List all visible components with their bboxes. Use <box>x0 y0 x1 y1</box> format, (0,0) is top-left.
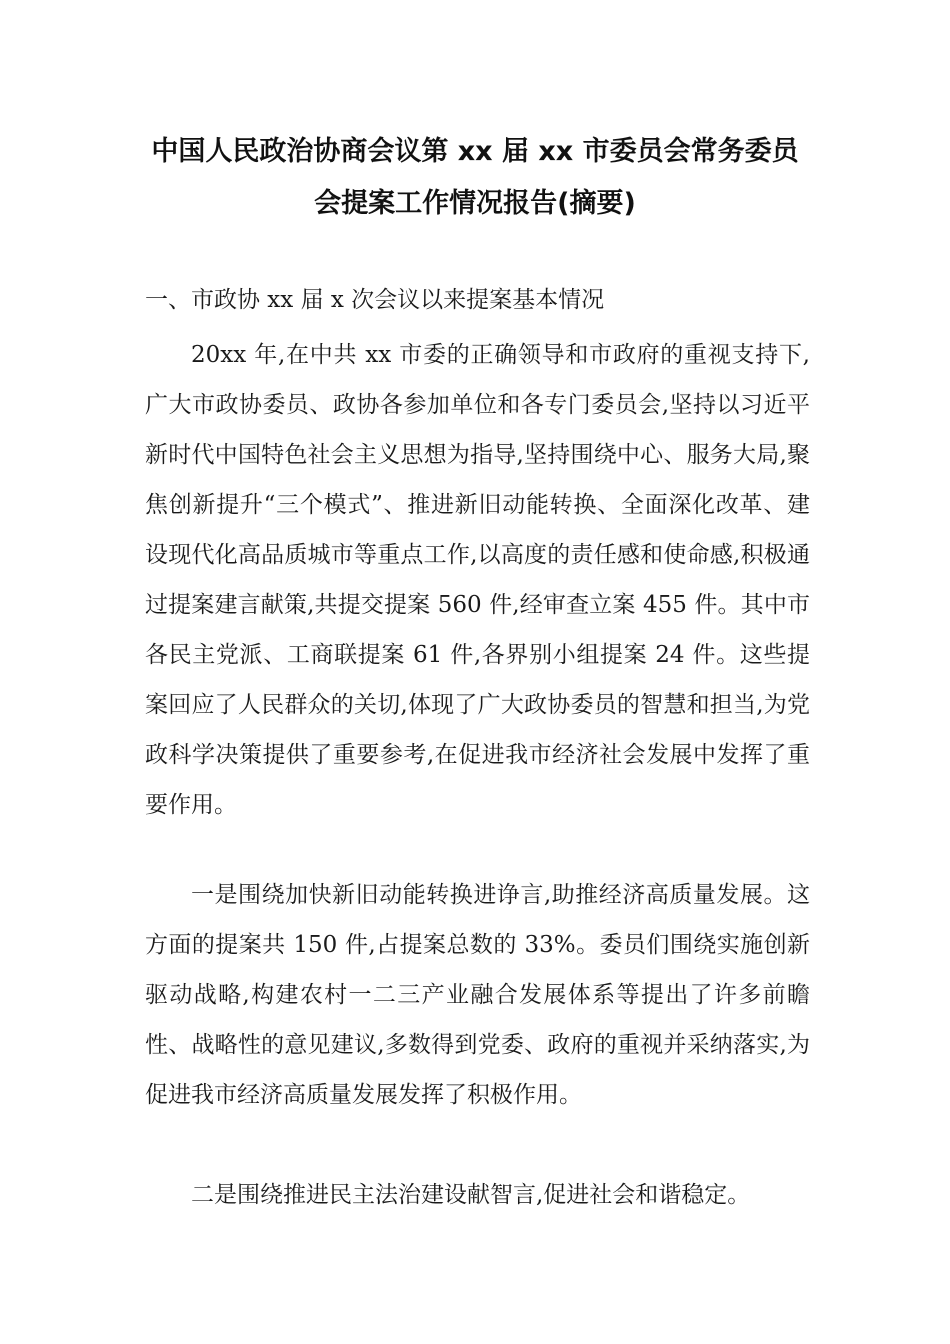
document-title-line-1: 中国人民政治协商会议第 xx 届 xx 市委员会常务委员 <box>151 136 799 167</box>
section-heading: 一、市政协 xx 届 x 次会议以来提案基本情况 <box>145 287 605 313</box>
paragraph: 20xx 年,在中共 xx 市委的正确领导和市政府的重视支持下,广大市政协委员、政协各参加单位和各专门委员会,坚持以习近平新时代中国特色社会主义思想为指导,坚持围绕中心、服务大局,聚焦创新提升“三个模式”、推进新旧动能转换、全面深化改革、建设现代化高品质城市等重点工作,以高度的责任感和使命感,积极通过提案建言献策,共提交提案 560 件,经审查立案 455 件。其中市各民主党派、工商联提案 61 件,各界别小组提案 24 件。这些提案回应了人民群众的关切,体现了广大政协委员的智慧和担当,为党政科学决策提供了重要参考,在促进我市经济社会发展中发挥了重要作用。 <box>145 342 810 818</box>
document-title-line-2: 会提案工作情况报告(摘要) <box>314 188 636 219</box>
paragraph: 一是围绕加快新旧动能转换进诤言,助推经济高质量发展。这方面的提案共 150 件,占提案总数的 33%。委员们围绕实施创新驱动战略,构建农村一二三产业融合发展体系等提出了许多前瞻性、战略性的意见建议,多数得到党委、政府的重视并采纳落实,为促进我市经济高质量发展发挥了积极作用。 <box>145 882 810 1108</box>
paragraph: 二是围绕推进民主法治建设献智言,促进社会和谐稳定。 <box>191 1182 751 1208</box>
